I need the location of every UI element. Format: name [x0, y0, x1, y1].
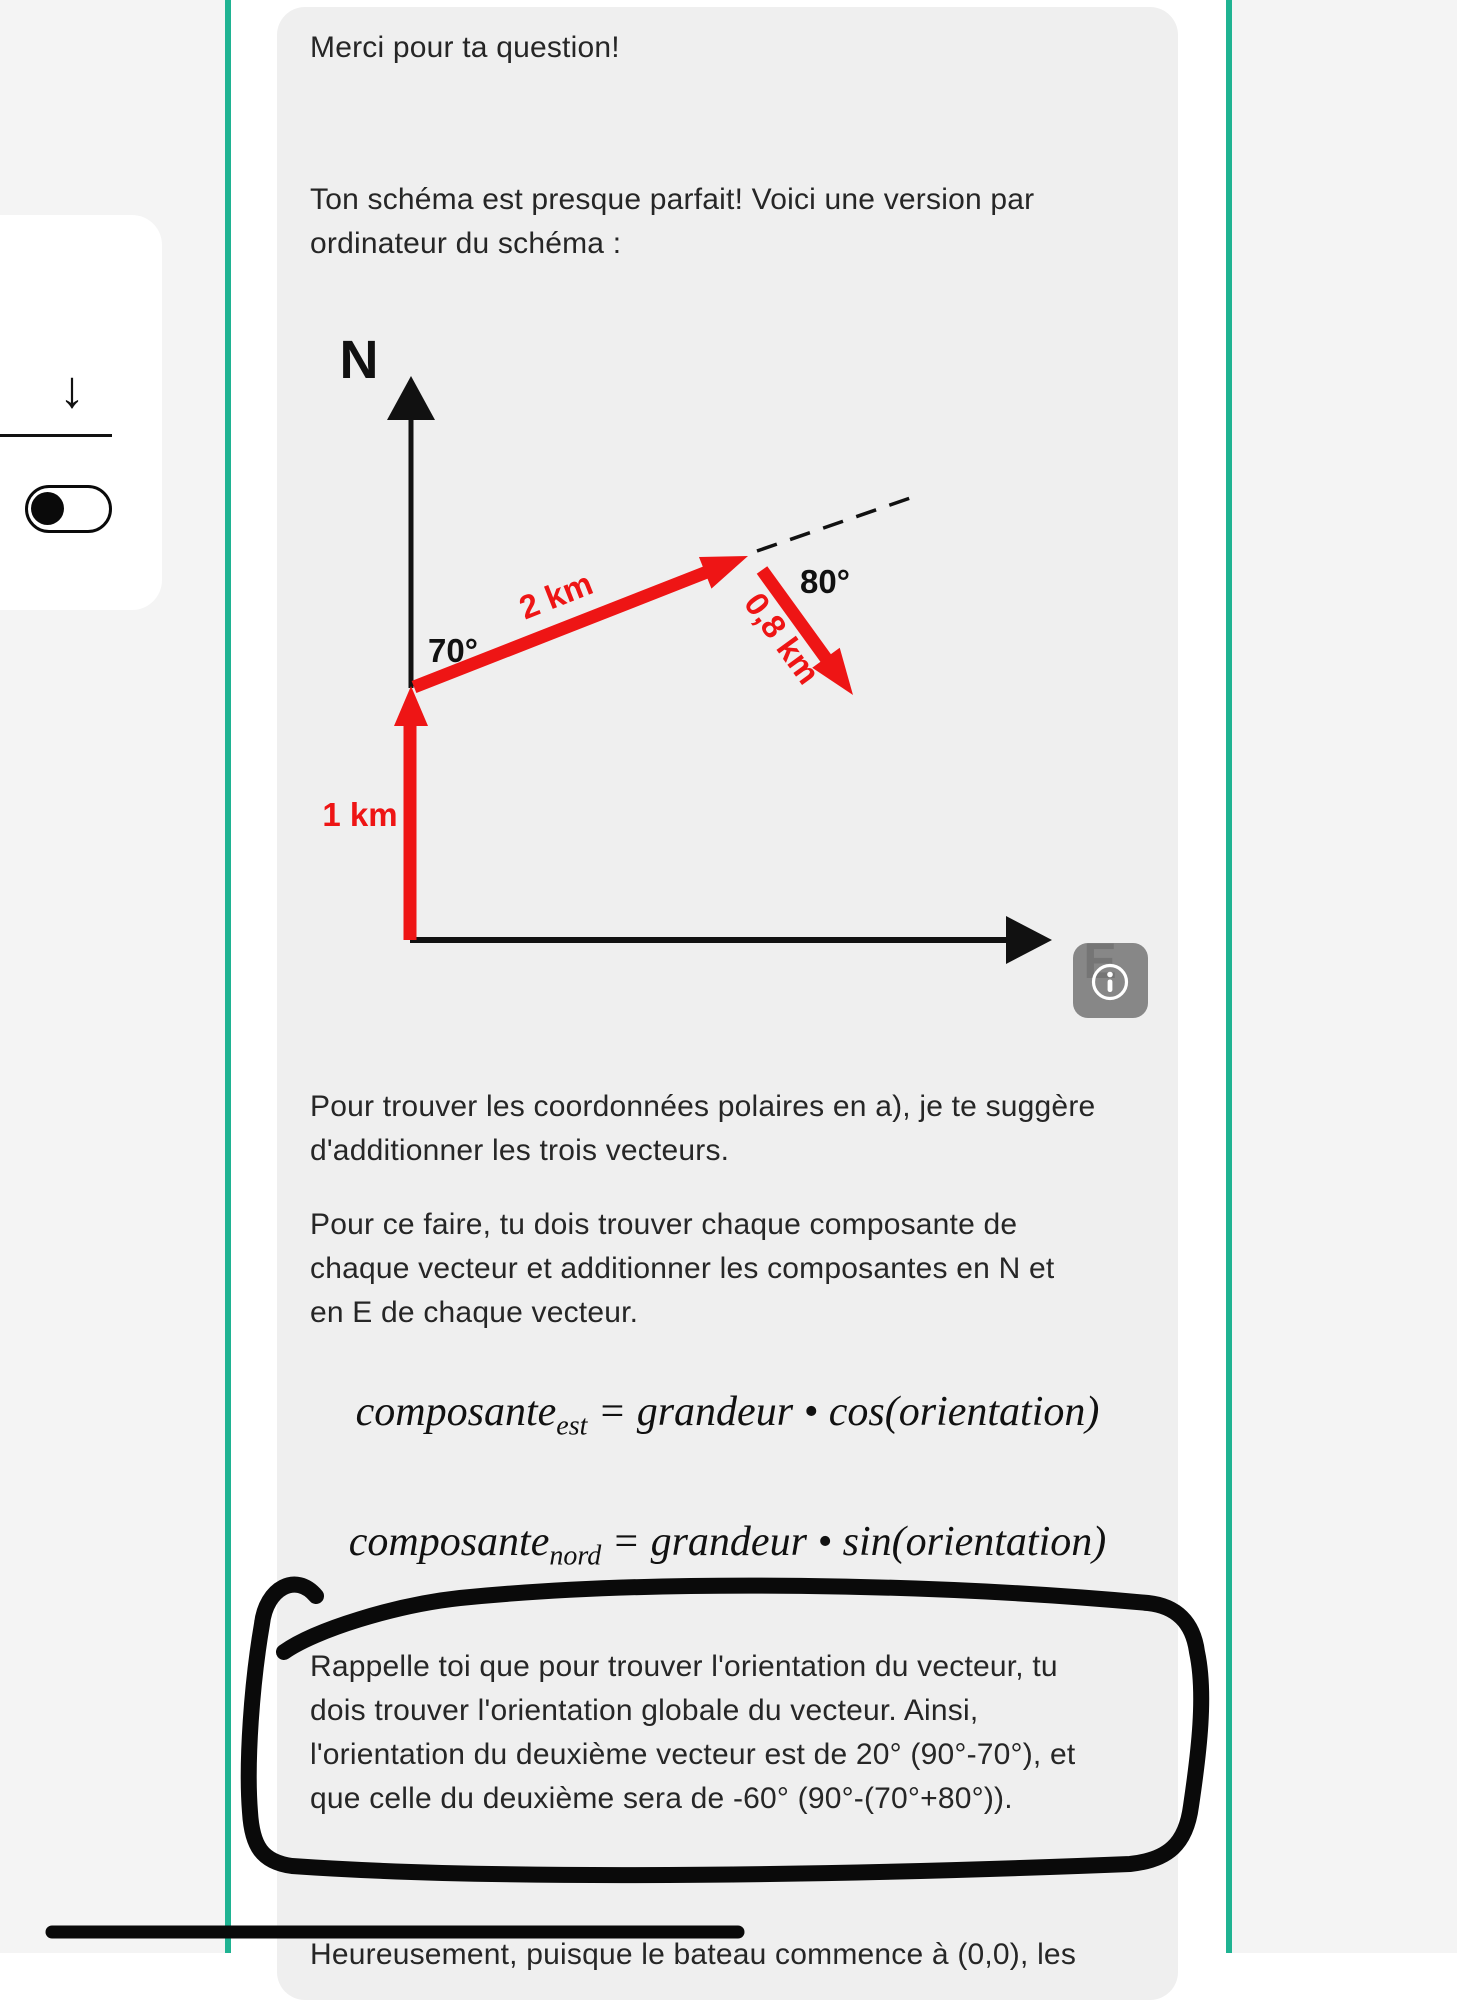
formula-base: composante	[348, 1519, 550, 1565]
angle-80-label: 80°	[800, 563, 850, 600]
vector-08km-label: 0,8 km	[737, 585, 828, 691]
note-line: dois trouver l'orientation globale du vecteur. Ainsi,	[310, 1694, 979, 1727]
north-axis-arrowhead	[387, 376, 435, 420]
paragraph-line: Pour trouver les coordonnées polaires en a), je te suggère	[310, 1090, 1096, 1123]
formula-rhs: = grandeur • sin(orientation)	[601, 1519, 1107, 1565]
info-icon-dot	[1107, 972, 1113, 978]
note-line: Rappelle toi que pour trouver l'orientation du vecteur, tu	[310, 1650, 1058, 1683]
formula-subscript: est	[556, 1410, 588, 1442]
scroll-down-icon[interactable]: ↓	[59, 361, 85, 419]
note-line: l'orientation du deuxième vecteur est de 20° (90°-70°), et	[310, 1738, 1076, 1771]
info-icon-stem	[1108, 980, 1113, 993]
intro-line: Ton schéma est presque parfait! Voici une version par	[310, 183, 1035, 216]
dashed-projection-line	[757, 496, 916, 551]
intro-line: ordinateur du schéma :	[310, 227, 622, 260]
formula-subscript: nord	[549, 1540, 602, 1572]
greeting-text: Merci pour ta question!	[310, 31, 620, 64]
paragraph-line: d'additionner les trois vecteurs.	[310, 1134, 730, 1167]
angle-70-label: 70°	[428, 632, 478, 669]
info-badge[interactable]	[1073, 943, 1148, 1018]
vector-1km-label: 1 km	[322, 796, 398, 833]
bottom-text: Heureusement, puisque le bateau commence à (0,0), les	[310, 1938, 1077, 1971]
vector-2km-arrowhead	[699, 540, 754, 588]
formula-base: composante	[355, 1389, 557, 1435]
paragraph-line: chaque vecteur et additionner les composantes en N et	[310, 1252, 1055, 1285]
note-line: que celle du deuxième sera de -60° (90°-(70°+80°)).	[310, 1782, 1013, 1815]
vector-1km-arrowhead	[394, 686, 428, 726]
formula-rhs: = grandeur • cos(orientation)	[587, 1389, 1100, 1435]
vector-2km-label: 2 km	[514, 564, 598, 627]
east-axis-arrowhead	[1006, 916, 1052, 964]
paragraph-line: Pour ce faire, tu dois trouver chaque composante de	[310, 1208, 1018, 1241]
paragraph-line: en E de chaque vecteur.	[310, 1296, 639, 1329]
north-label: N	[339, 330, 379, 390]
